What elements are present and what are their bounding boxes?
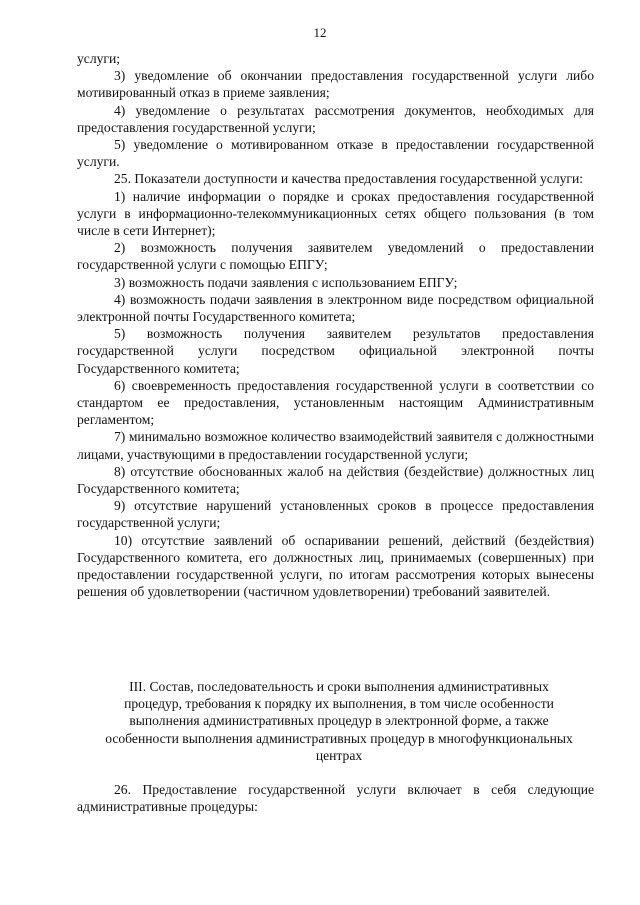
paragraph: 10) отсутствие заявлений об оспаривании решений, действий (бездействия) Государственного комитета, его должностных лиц, принимаемых (совершенных) при предоставлении государственной услуги, по итогам рассмотрения которых вынесены решения об удовлетворении (частичном удовлетворении) требований заявителей. [77, 532, 594, 600]
page-number: 12 [313, 25, 327, 40]
paragraph: 9) отсутствие нарушений установленных сроков в процессе предоставления государственной услуги; [77, 498, 594, 531]
paragraph: 26. Предоставление государственной услуги включает в себя следующие административные процедуры: [77, 782, 594, 815]
paragraph: 2) возможность получения заявителем уведомлений о предоставлении государственной услуги с помощью ЕПГУ; [77, 240, 594, 273]
document-body [77, 50, 594, 601]
paragraph: 3) возможность подачи заявления с использованием ЕПГУ; [114, 274, 458, 290]
paragraph: 7) минимально возможное количество взаимодействий заявителя с должностными лицами, участвующими в предоставлении государственной услуги; [77, 429, 594, 462]
paragraph: услуги; [77, 51, 121, 66]
paragraph: 4) возможность подачи заявления в электронном виде посредством официальной электронной почты Государственного комитета; [77, 291, 594, 325]
paragraph: 4) уведомление о результатах рассмотрения документов, необходимых для предоставления государственной услуги; [77, 102, 594, 135]
paragraph: 8) отсутствие обоснованных жалоб на действия (бездействие) должностных лиц Государственного комитета; [77, 463, 594, 497]
section-heading: III. Состав, последовательность и сроки выполнения административных процедур, требования к порядку их выполнения, в том числе особенности выполнения административных процедур в электронной форме, а также особенности выполнения административных процедур в многофункциональных центрах [105, 679, 573, 763]
paragraph: 6) своевременность предоставления государственной услуги в соответствии со стандартом ее предоставления, установленным настоящим Административным регламентом; [77, 377, 594, 428]
section-body [77, 781, 594, 815]
paragraph: 3) уведомление об окончании предоставления государственной услуги либо мотивированный отказ в приеме заявления; [77, 68, 594, 101]
paragraph: 1) наличие информации о порядке и сроках предоставления государственной услуги в информационно-телекоммуникационных сетях общего пользования (в том числе в сети Интернет); [77, 188, 594, 239]
paragraph: 25. Показатели доступности и качества предоставления государственной услуги: [114, 171, 584, 187]
paragraph: 5) возможность получения заявителем результатов предоставления государственной услуги посредством официальной электронной почты Государственного комитета; [77, 326, 594, 376]
paragraph: 5) уведомление о мотивированном отказе в предоставлении государственной услуги. [77, 137, 594, 170]
